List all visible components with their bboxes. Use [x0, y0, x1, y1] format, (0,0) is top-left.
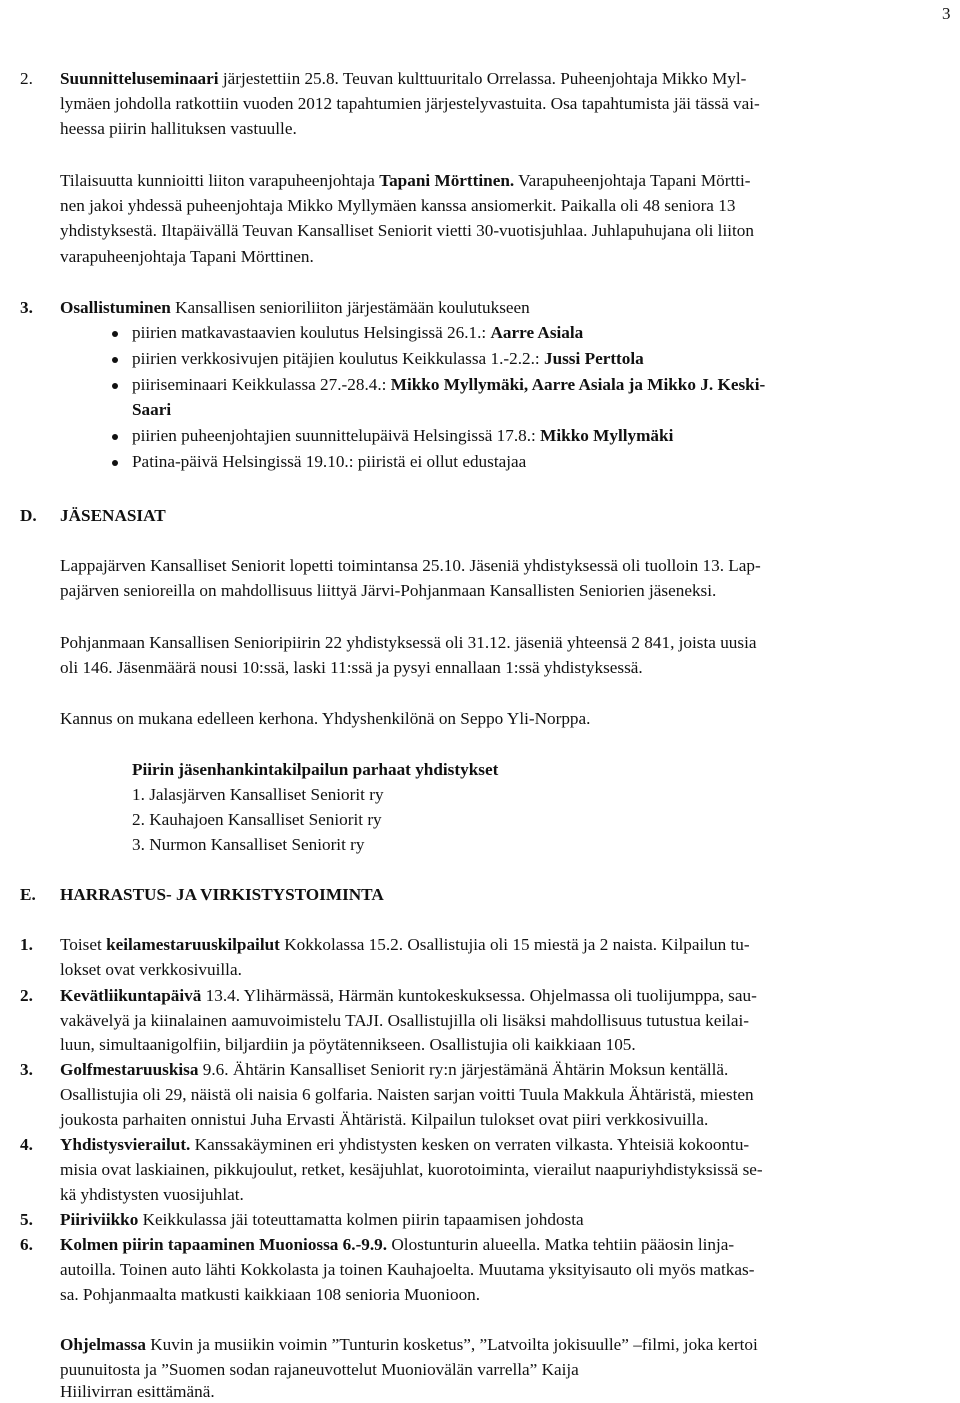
s3-item-2 [132, 348, 644, 370]
e-item6-number: 6. [20, 1235, 33, 1254]
s3-item-text: piirien puheenjohtajien suunnittelupäivä Helsingissä 17.8.: [132, 426, 541, 445]
s3-heading [60, 297, 530, 319]
s2-title: Suunnitteluseminaari [60, 69, 219, 88]
e-item1-line2: lokset ovat verkkosivuilla. [60, 960, 242, 979]
page-number: 3 [942, 4, 951, 23]
s3-item-bold: Aarre Asiala [490, 323, 584, 342]
e-item4-line2: misia ovat laskiainen, pikkujoulut, retket, kesäjuhlat, kuorotoiminta, vierailut naapuriyhdistyksissä se- [60, 1160, 763, 1179]
e-item2-number: 2. [20, 986, 33, 1005]
s2-p2-line2: nen jakoi yhdessä puheenjohtaja Mikko Myllymäen kanssa ansiomerkit. Paikalla oli 48 seniora 13 [60, 196, 736, 215]
section-d-letter: D. [20, 506, 37, 525]
s3-title: Osallistuminen [60, 298, 171, 317]
e-item6-bold: Kolmen piirin tapaaminen Muoniossa 6.-9.9. [60, 1235, 388, 1254]
e-item3-line2: Osallistujia oli 29, näistä oli naisia 6 golfaria. Naisten sarjan voitti Tuula Makkula Ähtäristä, miesten [60, 1085, 754, 1104]
e-item3-line1 [60, 1059, 728, 1081]
program-bold: Ohjelmassa [60, 1335, 146, 1354]
section-e-title: HARRASTUS- JA VIRKISTYSTOIMINTA [60, 885, 384, 904]
d-p2-line1: Pohjanmaan Kansallisen Senioripiirin 22 yhdistyksessä oli 31.12. jäseniä yhteensä 2 841, joista uusia [60, 633, 757, 652]
s2-p2-bold: Tapani Mörttinen. [379, 171, 515, 190]
e-item5-line1 [60, 1209, 584, 1231]
program-line2: puunuitosta ja ”Suomen sodan rajaneuvottelut Muoniovälän varrella” Kaija [60, 1360, 579, 1379]
s2-line1-text: järjestettiin 25.8. Teuvan kulttuuritalo Orrelassa. Puheenjohtaja Mikko Myl- [218, 69, 747, 88]
competition-item: 1. Jalasjärven Kansalliset Seniorit ry [132, 785, 384, 804]
s2-p2-line3: yhdistyksestä. Iltapäivällä Teuvan Kansalliset Seniorit vietti 30-vuotisjuhlaa. Juhlapuhujana oli liiton [60, 221, 754, 240]
competition-item: 2. Kauhajoen Kansalliset Seniorit ry [132, 810, 382, 829]
e-item1-c: Kokkolassa 15.2. Osallistujia oli 15 miestä ja 2 naista. Kilpailun tu- [279, 935, 750, 954]
e-item1-line1 [60, 934, 750, 956]
e-item5-bold: Piiriviikko [60, 1210, 139, 1229]
program-c: Kuvin ja musiikin voimin ”Tunturin kosketus”, ”Latvoilta jokisuulle” –filmi, joka kertoi [145, 1335, 758, 1354]
e-item6-line3: sa. Pohjanmaalta matkusti kaikkiaan 108 senioria Muonioon. [60, 1285, 481, 1304]
e-item5-c: Keikkulassa jäi toteuttamatta kolmen piirin tapaamisen johdosta [138, 1210, 584, 1229]
e-item4-number: 4. [20, 1135, 33, 1154]
e-item4-line1 [60, 1134, 749, 1156]
e-item6-c: Olostunturin alueella. Matka tehtiin pääosin linja- [387, 1235, 735, 1254]
s2-line1 [60, 68, 746, 90]
bullet-icon [112, 383, 118, 389]
bullet-icon [112, 434, 118, 440]
s3-item-text: piirien matkavastaavien koulutus Helsingissä 26.1.: [132, 323, 491, 342]
s2-number: 2. [20, 69, 33, 88]
s3-item-bold: Jussi Perttola [543, 349, 644, 368]
s2-p2-line4: varapuheenjohtaja Tapani Mörttinen. [60, 247, 314, 266]
competition-item: 3. Nurmon Kansalliset Seniorit ry [132, 835, 365, 854]
d-p2-line2: oli 146. Jäsenmäärä nousi 10:ssä, laski 11:ssä ja pysyi ennallaan 1:ssä yhdistyksessä. [60, 658, 643, 677]
bullet-icon [112, 357, 118, 363]
e-item2-c: 13.4. Ylihärmässä, Härmän kuntokeskuksessa. Ohjelmassa oli tuolijumppa, sau- [201, 986, 757, 1005]
s3-item-3-cont: Saari [132, 400, 172, 419]
d-p1-line2: pajärven senioreilla on mahdollisuus liittyä Järvi-Pohjanmaan Kansallisten Seniorien jäseneksi. [60, 581, 717, 600]
s3-item-bold: Mikko Myllymäki [540, 426, 674, 445]
s2-line2: lymäen johdolla ratkottiin vuoden 2012 tapahtumien järjestelyvastuita. Osa tapahtumista jäi tässä vai- [60, 94, 760, 113]
d-p3: Kannus on mukana edelleen kerhona. Yhdyshenkilönä on Seppo Yli-Norppa. [60, 709, 591, 728]
program-line1 [60, 1334, 758, 1356]
bullet-icon [112, 331, 118, 337]
section-d-title: JÄSENASIAT [60, 506, 166, 525]
s3-item-bold: Mikko Myllymäki, Aarre Asiala ja Mikko J. Keski- [390, 375, 766, 394]
s3-item-4 [132, 425, 673, 447]
e-item5-number: 5. [20, 1210, 33, 1229]
e-item2-line3: luun, simultaanigolfiin, biljardiin ja pöytätennikseen. Osallistujia oli kaikkiaan 105. [60, 1035, 636, 1054]
s3-item-text: piiriseminaari Keikkulassa 27.-28.4.: [132, 375, 391, 394]
e-item3-number: 3. [20, 1060, 33, 1079]
d-p1-line1: Lappajärven Kansalliset Seniorit lopetti toimintansa 25.10. Jäseniä yhdistyksessä oli tuolloin 13. Lap- [60, 556, 761, 575]
program-line3: Hiilivirran esittämänä. [60, 1382, 215, 1401]
s3-item-3 [132, 374, 765, 396]
s3-item-1 [132, 322, 583, 344]
e-item2-line1 [60, 985, 757, 1007]
e-item3-bold: Golfmestaruuskisa [60, 1060, 199, 1079]
bullet-icon [112, 460, 118, 466]
s3-item-text: piirien verkkosivujen pitäjien koulutus Keikkulassa 1.-2.2.: [132, 349, 544, 368]
e-item4-c: Kanssakäyminen eri yhdistysten kesken on verraten vilkasta. Yhteisiä kokoontu- [190, 1135, 750, 1154]
s3-item-5: Patina-päivä Helsingissä 19.10.: piiristä ei ollut edustajaa [132, 452, 527, 471]
s2-p2-a: Tilaisuutta kunnioitti liiton varapuheenjohtaja [60, 171, 380, 190]
section-e-letter: E. [20, 885, 36, 904]
e-item1-number: 1. [20, 935, 33, 954]
s2-p2-c: Varapuheenjohtaja Tapani Mörtti- [514, 171, 751, 190]
s2-line3: heessa piirin hallituksen vastuulle. [60, 119, 297, 138]
e-item4-line3: kä yhdistysten vuosijuhlat. [60, 1185, 244, 1204]
e-item3-line3: joukosta parhaiten onnistui Juha Ervasti Ähtäristä. Kilpailun tulokset ovat piiri verkkosivuilla. [60, 1110, 709, 1129]
e-item4-bold: Yhdistysvierailut. [60, 1135, 191, 1154]
s3-rest: Kansallisen senioriliiton järjestämään koulutukseen [170, 298, 530, 317]
s3-number: 3. [20, 298, 33, 317]
competition-title: Piirin jäsenhankintakilpailun parhaat yhdistykset [132, 760, 499, 779]
e-item1-bold: keilamestaruuskilpailut [106, 935, 280, 954]
e-item6-line2: autoilla. Toinen auto lähti Kokkolasta ja toinen Kauhajoelta. Muutama yksityisauto oli myös matkas- [60, 1260, 755, 1279]
e-item2-line2: vakävelyä ja kiinalainen aamuvoimistelu TAJI. Osallistujilla oli lisäksi mahdollisuus tutustua keilai- [60, 1011, 750, 1030]
e-item2-bold: Kevätliikuntapäivä [60, 986, 202, 1005]
s2-p2-line1 [60, 170, 751, 192]
e-item6-line1 [60, 1234, 734, 1256]
e-item1-a: Toiset [60, 935, 107, 954]
e-item3-c: 9.6. Ähtärin Kansalliset Seniorit ry:n järjestämänä Ähtärin Moksun kentällä. [198, 1060, 729, 1079]
